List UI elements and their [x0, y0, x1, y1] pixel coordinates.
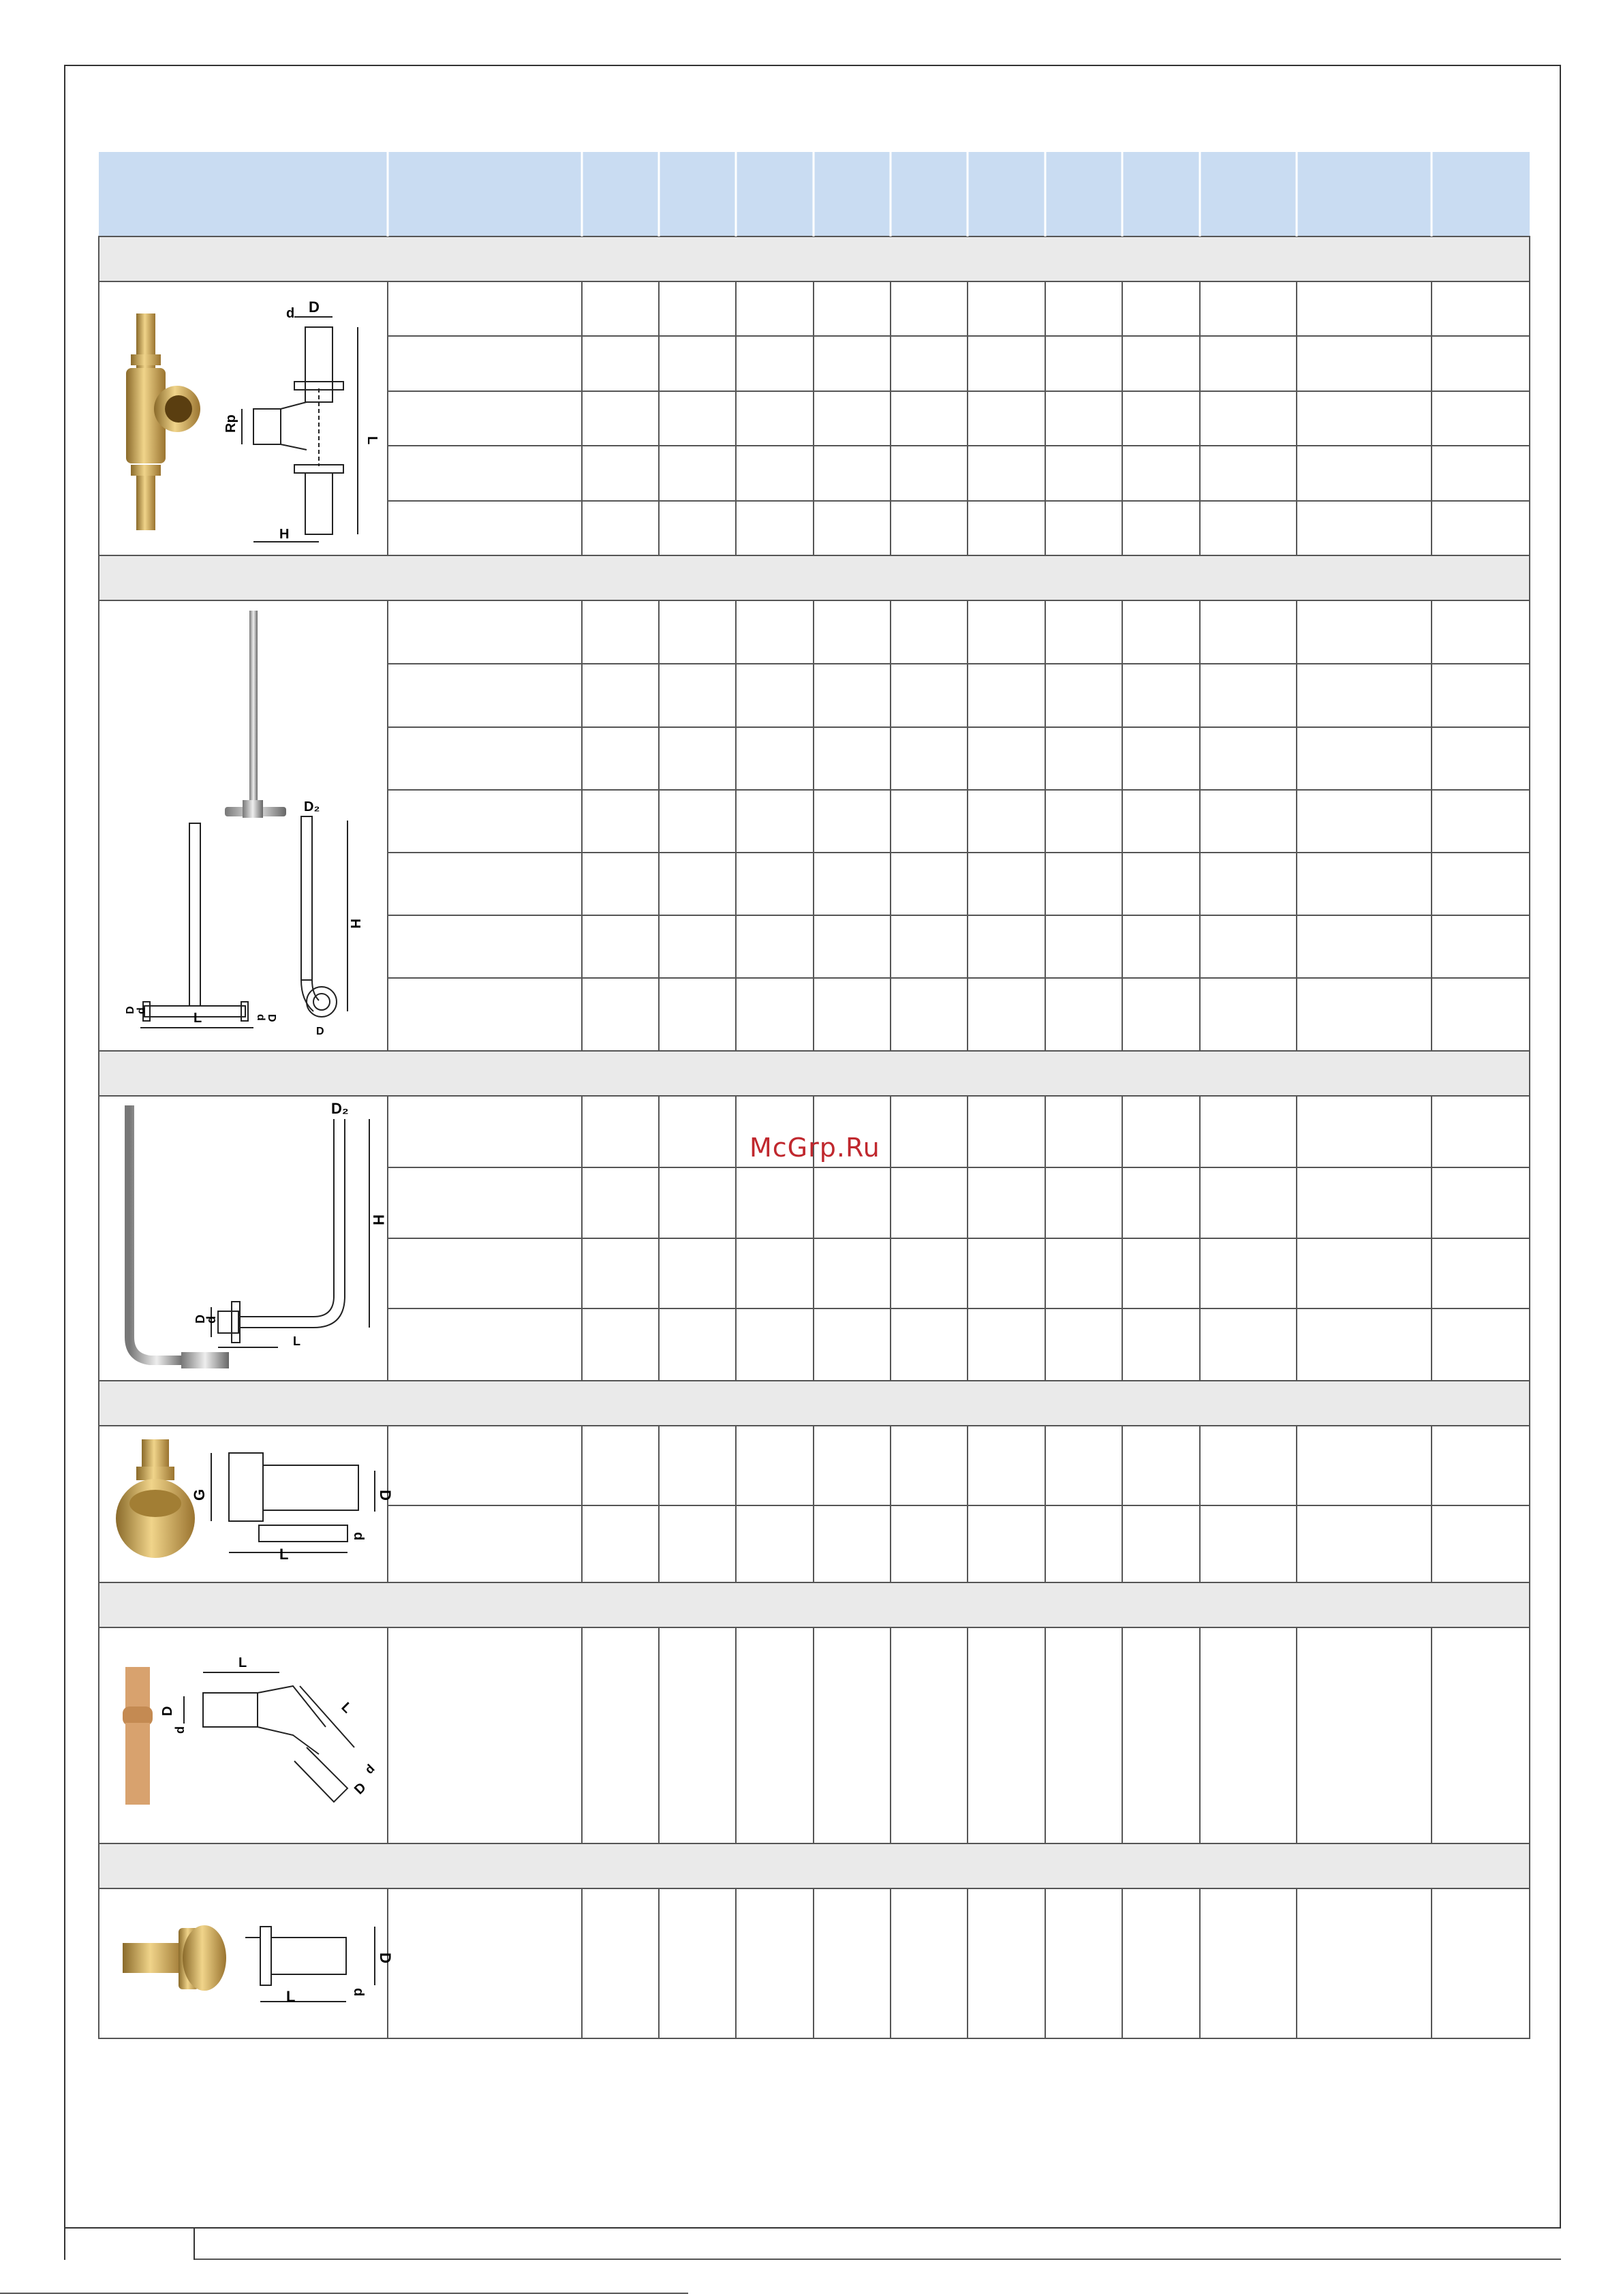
- elbow-45-illustration: [102, 1632, 385, 1839]
- svg-text:L: L: [238, 1655, 247, 1670]
- svg-text:D: D: [309, 299, 320, 316]
- svg-text:d: d: [351, 1532, 366, 1541]
- tee-with-tube-illustration: [102, 605, 385, 1048]
- tee-drawing: [242, 317, 358, 542]
- svg-text:H: H: [370, 1214, 387, 1225]
- svg-text:D: D: [377, 1490, 394, 1501]
- svg-text:L: L: [365, 436, 380, 445]
- svg-text:D: D: [316, 1026, 324, 1037]
- svg-text:d: d: [362, 1761, 377, 1777]
- svg-text:L: L: [293, 1334, 300, 1348]
- svg-text:G: G: [191, 1488, 208, 1501]
- elbow-tube-photo: [129, 1105, 229, 1368]
- elbow-45-drawing: [184, 1672, 354, 1802]
- tee-tube-drawing: [140, 816, 347, 1028]
- svg-text:d: d: [255, 1014, 266, 1021]
- elbow-with-tube-illustration: [102, 1099, 385, 1378]
- elbow-tube-drawing: [211, 1119, 369, 1347]
- plug-end-illustration: [102, 1893, 394, 2036]
- svg-text:D: D: [194, 1315, 207, 1323]
- tee-female-thread-illustration: [102, 286, 385, 552]
- svg-text:d: d: [173, 1726, 187, 1734]
- svg-text:D₂: D₂: [304, 799, 320, 814]
- svg-text:Rp: Rp: [223, 414, 238, 433]
- watermark: McGrp.Ru: [749, 1133, 880, 1163]
- tee-photo: [126, 313, 200, 530]
- svg-text:H: H: [279, 527, 290, 542]
- svg-text:d: d: [351, 1988, 366, 1997]
- svg-text:D₂: D₂: [331, 1100, 349, 1117]
- svg-text:D: D: [125, 1006, 136, 1014]
- svg-text:H: H: [347, 919, 362, 929]
- svg-text:D: D: [377, 1953, 394, 1963]
- svg-text:D: D: [351, 1779, 369, 1798]
- svg-text:d: d: [136, 1007, 147, 1014]
- svg-text:L: L: [338, 1699, 355, 1717]
- svg-text:d: d: [204, 1316, 218, 1323]
- svg-text:D: D: [266, 1014, 277, 1022]
- union-coupling-photo: [116, 1439, 195, 1558]
- svg-text:L: L: [194, 1011, 202, 1026]
- tee-tube-photo: [225, 611, 286, 818]
- svg-text:d: d: [286, 306, 295, 321]
- elbow-45-photo: [123, 1667, 153, 1805]
- union-coupling-drawing: [211, 1453, 375, 1552]
- union-coupling-illustration: [102, 1430, 394, 1580]
- plug-end-photo: [123, 1925, 226, 1991]
- svg-text:L: L: [279, 1546, 289, 1563]
- svg-text:L: L: [286, 1988, 296, 2005]
- svg-text:D: D: [160, 1706, 175, 1716]
